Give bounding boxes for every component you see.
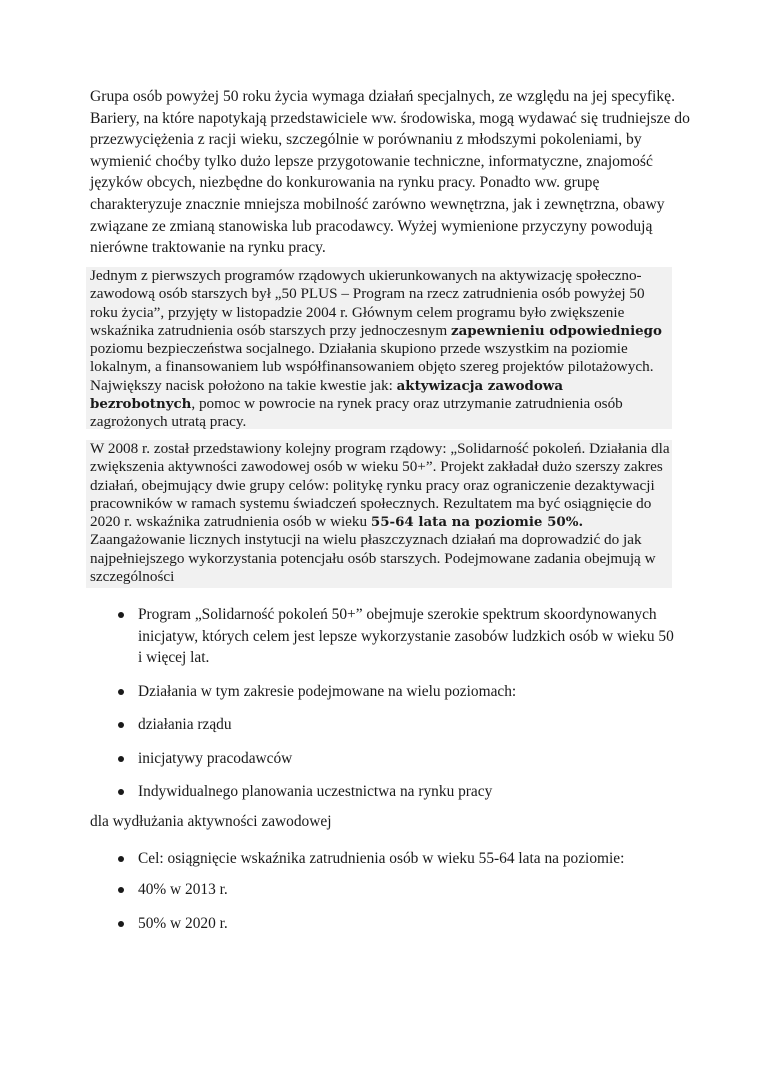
list-item <box>118 879 678 901</box>
list-item-text: inicjatywy pracodawców <box>138 749 293 767</box>
list-item-program <box>118 604 678 669</box>
bullet-icon <box>118 789 124 795</box>
paragraph-50plus-text-3: , pomoc w powrocie na rynek pracy oraz utrzymanie zatrudnienia osób zagrożonych utratą pracy. <box>90 395 623 431</box>
list-item-text: 40% w 2013 r. <box>138 881 228 898</box>
list-item-text: Działania w tym zakresie podejmowane na wielu poziomach: <box>138 683 517 700</box>
list-item-text: Program „Solidarność pokoleń 50+” obejmuje szerokie spektrum skoordynowanych inicjatyw, których celem jest lepsze wykorzystanie zasobów ludzkich osób w wieku 50 i więcej lat. <box>138 606 674 667</box>
paragraph-intro: Grupa osób powyżej 50 roku życia wymaga działań specjalnych, ze względu na jej specyfikę. Bariery, na które napotykają przedstawiciele ww. środowiska, mogą wydawać się trudniejsze do przezwyciężenia z racji wieku, szczególnie w porównaniu z młodszymi pokoleniami, by wymienić choćby tylko dużo lepsze przygotowanie techniczne, informatyczne, znajomość języków obcych, niezbędne do konkurowania na rynku pracy. Ponadto ww. grupę charakteryzuje znacznie mniejsza mobilność zarówno wewnętrzna, jak i zewnętrzna, obawy związane ze zmianą stanowiska lub pracodawcy. Wyżej wymienione przyczyny powodują nierówne traktowanie na rynku pracy. <box>90 88 690 257</box>
bullet-icon <box>118 856 124 862</box>
bullet-list-cel <box>118 848 678 870</box>
list-item-text: Cel: osiągnięcie wskaźnika zatrudnienia osób w wieku 55-64 lata na poziomie: <box>138 850 625 867</box>
bullet-icon <box>118 722 124 728</box>
list-item-text: 50% w 2020 r. <box>138 914 228 932</box>
paragraph-solidarnosc-text-2: Zaangażowanie licznych instytucji na wielu płaszczyznach działań ma doprowadzić do jak najpełniejszego wykorzystania potencjału osób starszych. Podejmowane zadania obejmują w szczególności <box>90 531 656 586</box>
paragraph-solidarnosc-text-1: W 2008 r. został przedstawiony kolejny program rządowy: „Solidarność pokoleń. Działania dla zwiększenia aktywności zawodowej osób w wieku 50+”. Projekt zakładał dużo szerszy zakres działań, obejmujący dwie grupy celów: politykę rynku pracy oraz ograniczenie dezaktywacji pracowników w ramach systemu świadczeń społecznych. Rezultatem ma być osiągnięcie do 2020 r. wskaźnika zatrudnienia osób w wieku <box>90 440 670 531</box>
paragraph-50plus <box>86 267 672 432</box>
list-item <box>118 748 678 770</box>
shaded-paragraph-50plus <box>86 267 672 429</box>
list-item <box>118 714 678 736</box>
bold-phrase-aktywizacja: aktywizacja zawodowa bezrobotnych <box>90 377 564 413</box>
list-item-dzialania <box>118 681 678 703</box>
bullet-icon <box>118 689 124 695</box>
bullet-list-program <box>118 604 678 669</box>
bold-phrase-zapewnieniu: zapewnieniu odpowiedniego <box>451 322 662 339</box>
paragraph-50plus-text-1: Jednym z pierwszych programów rządowych ukierunkowanych na aktywizację społeczno-zawodową osób starszych był „50 PLUS – Program na rzecz zatrudnienia osób powyżej 50 roku życia”, przyjęty w listopadzie 2004 r. Głównym celem programu było zwiększenie wskaźnika zatrudnienia osób starszych przy jednoczesnym <box>90 267 645 339</box>
list-item <box>118 781 678 803</box>
bullet-icon <box>118 921 124 927</box>
tail-line: dla wydłużania aktywności zawodowej <box>90 813 332 830</box>
bullet-icon <box>118 756 124 762</box>
list-item-text: działania rządu <box>138 716 232 733</box>
sub-bullet-list-targets <box>118 879 678 946</box>
list-item-text: Indywidualnego planowania uczestnictwa na rynku pracy <box>138 783 493 801</box>
shaded-paragraph-solidarnosc <box>86 440 672 588</box>
bold-phrase-55-64: 55-64 lata na poziomie 50%. <box>370 514 584 531</box>
bullet-icon <box>118 887 124 893</box>
paragraph-solidarnosc <box>86 440 672 586</box>
list-item-cel <box>118 848 678 870</box>
sub-bullet-list-levels <box>118 714 678 815</box>
paragraph-50plus-text-2: poziomu bezpieczeństwa socjalnego. Działania skupiono przede wszystkim na poziomie lokalnym, a finansowaniem lub współfinansowaniem objęto szereg projektów pilotażowych. Największy nacisk położono na takie kwestie jak: <box>90 340 654 394</box>
bullet-list-dzialania <box>118 681 678 703</box>
list-item <box>118 913 678 935</box>
bullet-icon <box>118 612 124 618</box>
